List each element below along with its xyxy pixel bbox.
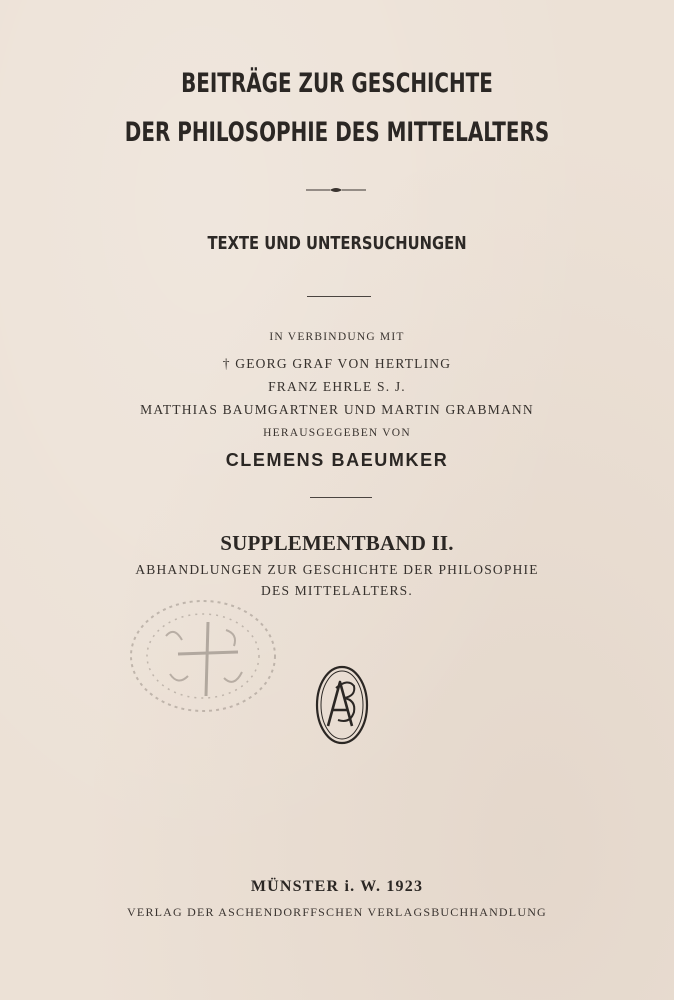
divider-rule-1: [307, 296, 371, 297]
divider-rule-2: [310, 497, 372, 498]
editor-intro: HERAUSGEGEBEN VON: [263, 427, 411, 439]
imprint-publisher: VERLAG DER ASCHENDORFFSCHEN VERLAGSBUCHHANDLUNG: [127, 905, 547, 919]
collaborator-name-1: † GEORG GRAF VON HERTLING: [222, 356, 452, 371]
editor-name: CLEMENS BAEUMKER: [225, 450, 449, 470]
volume-description-line-2: DES MITTELALTERS.: [261, 583, 413, 598]
volume-description-line-1: ABHANDLUNGEN ZUR GESCHICHTE DER PHILOSOPHIE: [135, 562, 539, 577]
volume-label: SUPPLEMENTBAND II.: [220, 531, 454, 555]
series-subtitle: TEXTE UND UNTERSUCHUNGEN: [207, 233, 467, 254]
library-stamp-icon: [126, 596, 280, 716]
series-title-line-2: DER PHILOSOPHIE DES MITTELALTERS: [124, 117, 550, 148]
imprint-place-date: MÜNSTER i. W. 1923: [250, 878, 424, 895]
collaborators-intro: IN VERBINDUNG MIT: [269, 331, 405, 343]
series-title-line-1: BEITRÄGE ZUR GESCHICHTE: [181, 68, 493, 99]
collaborator-name-3: MATTHIAS BAUMGARTNER UND MARTIN GRABMANN: [140, 402, 534, 417]
ornament-divider-icon: [306, 186, 366, 194]
collaborator-name-2: FRANZ EHRLE S. J.: [268, 379, 406, 394]
publisher-monogram-icon: [314, 664, 370, 746]
